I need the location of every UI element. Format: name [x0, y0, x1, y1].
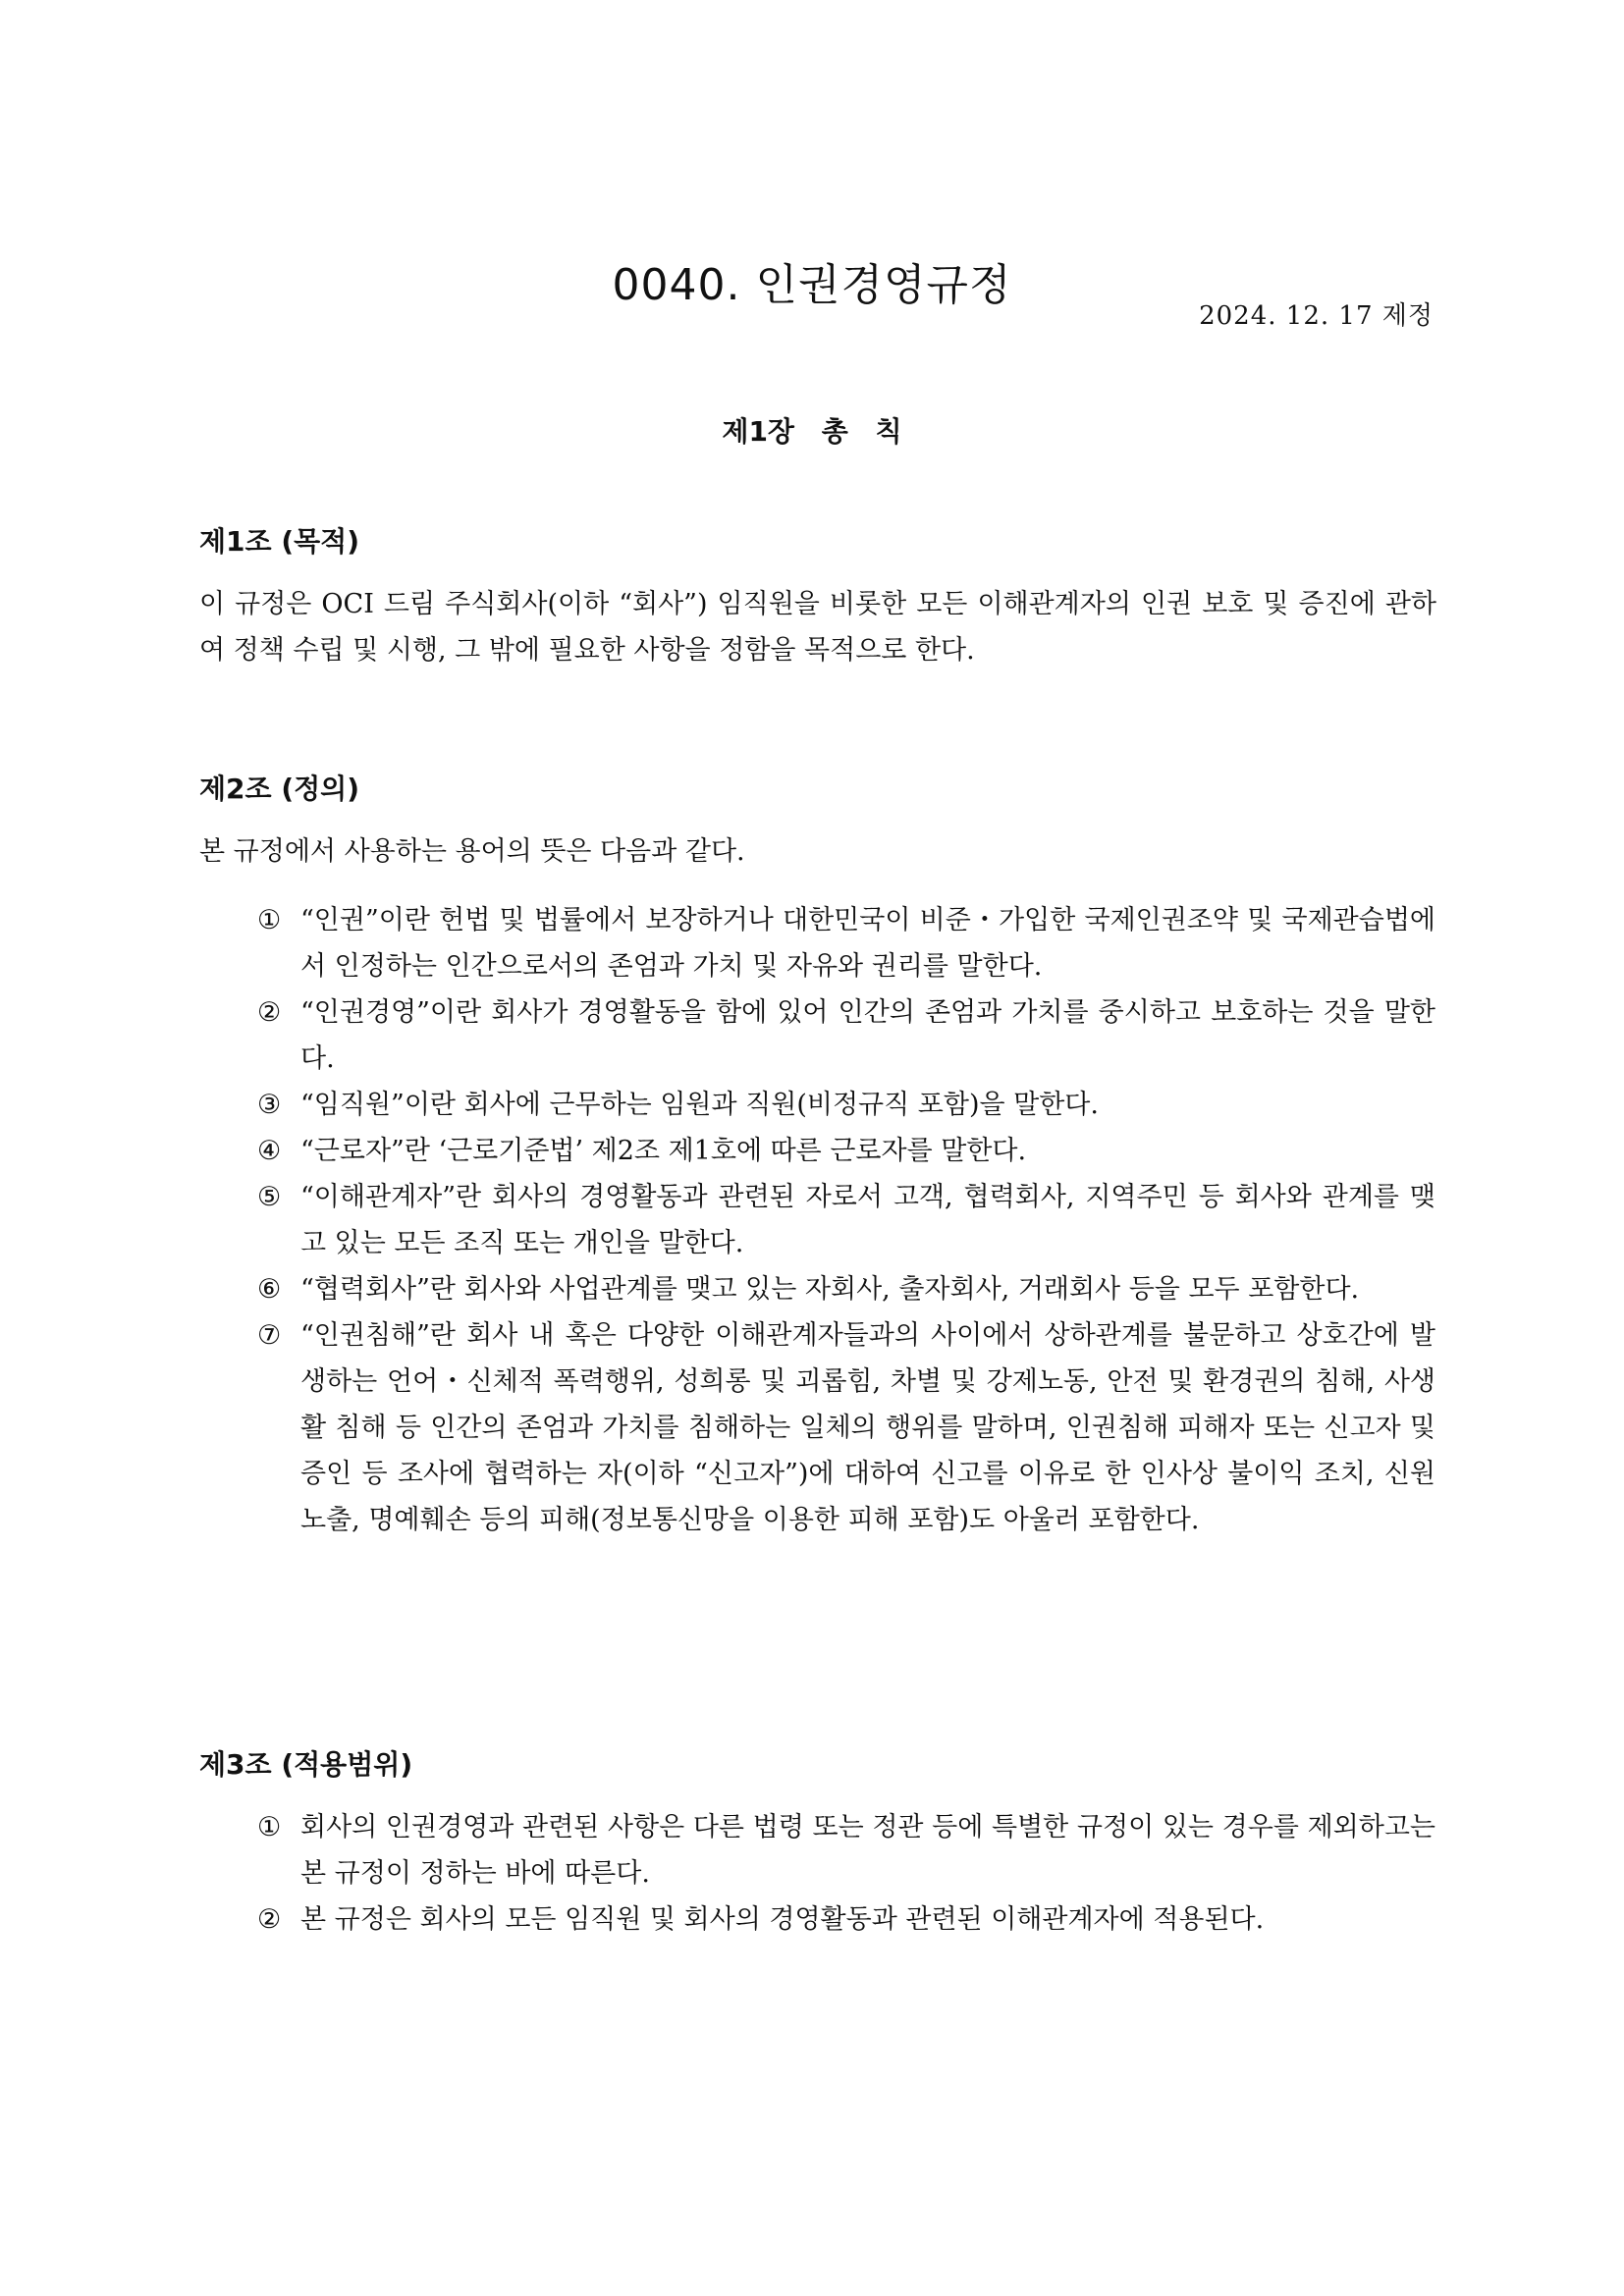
- article-2-clause-1: [257, 897, 1435, 989]
- article-1-heading: 제1조 (목적): [199, 525, 360, 558]
- clause-text: 본 규정은 회사의 모든 임직원 및 회사의 경영활동과 관련된 이해관계자에 적용된다.: [300, 1904, 1265, 1935]
- clause-number: ②: [257, 1904, 282, 1935]
- document-title: 0040. 인권경영규정: [612, 260, 1012, 311]
- article-2-clause-7: [257, 1312, 1435, 1543]
- article-3-heading: 제3조 (적용범위): [199, 1748, 413, 1781]
- clause-number: ④: [257, 1136, 282, 1166]
- article-2-clause-2: [257, 989, 1435, 1082]
- clause-number: ⑥: [257, 1274, 282, 1305]
- clause-text: “인권경영”이란 회사가 경영활동을 함에 있어 인간의 존엄과 가치를 중시하고 보호하는 것을 말한다.: [300, 997, 1435, 1074]
- article-2-intro: 본 규정에서 사용하는 용어의 뜻은 다음과 같다.: [199, 836, 745, 867]
- clause-number: ②: [257, 997, 282, 1028]
- clause-number: ⑦: [257, 1320, 282, 1351]
- clause-number: ①: [257, 1812, 282, 1842]
- article-2-heading: 제2조 (정의): [199, 773, 360, 805]
- clause-text: “인권침해”란 회사 내 혹은 다양한 이해관계자들과의 사이에서 상하관계를 불문하고 상호간에 발생하는 언어・신체적 폭력행위, 성희롱 및 괴롭힘, 차별 및 강제노동, 안전 및 환경권의 침해, 사생활 침해 등 인간의 존엄과 가치를 침해하는 일체의 행위를 말하며, 인권침해 피해자 또는 신고자 및 증인 등 조사에 협력하는 자(이하 “신고자”)에 대하여 신고를 이유로 한 인사상 불이익 조치, 신원노출, 명예훼손 등의 피해(정보통신망을 이용한 피해 포함)도 아울러 포함한다.: [300, 1320, 1435, 1535]
- clause-text: “임직원”이란 회사에 근무하는 임원과 직원(비정규직 포함)을 말한다.: [300, 1090, 1099, 1120]
- article-3-clause-2: [257, 1896, 1435, 1943]
- clause-number: ⑤: [257, 1182, 282, 1212]
- clause-text: “인권”이란 헌법 및 법률에서 보장하거나 대한민국이 비준・가입한 국제인권조약 및 국제관습법에서 인정하는 인간으로서의 존엄과 가치 및 자유와 권리를 말한다.: [300, 905, 1435, 982]
- chapter-heading: 제1장 총 칙: [722, 415, 902, 448]
- clause-text: “협력회사”란 회사와 사업관계를 맺고 있는 자회사, 출자회사, 거래회사 등을 모두 포함한다.: [300, 1274, 1360, 1305]
- article-2-clause-3: [257, 1082, 1435, 1128]
- article-2-clause-list: [257, 897, 1435, 1543]
- article-3-clause-list: [257, 1804, 1435, 1943]
- enactment-date: 2024. 12. 17 제정: [1199, 301, 1434, 331]
- clause-text: 회사의 인권경영과 관련된 사항은 다른 법령 또는 정관 등에 특별한 규정이 있는 경우를 제외하고는 본 규정이 정하는 바에 따른다.: [300, 1812, 1435, 1889]
- article-3-clause-1: [257, 1804, 1435, 1896]
- clause-text: “근로자”란 ‘근로기준법’ 제2조 제1호에 따른 근로자를 말한다.: [300, 1136, 1027, 1166]
- article-2-clause-6: [257, 1266, 1435, 1312]
- article-1-body: 이 규정은 OCI 드림 주식회사(이하 “회사”) 임직원을 비롯한 모든 이해관계자의 인권 보호 및 증진에 관하여 정책 수립 및 시행, 그 밖에 필요한 사항을 정함을 목적으로 한다.: [199, 589, 1436, 666]
- article-2-clause-4: [257, 1128, 1435, 1174]
- clause-number: ③: [257, 1090, 282, 1120]
- clause-number: ①: [257, 905, 282, 935]
- article-2-clause-5: [257, 1174, 1435, 1266]
- clause-text: “이해관계자”란 회사의 경영활동과 관련된 자로서 고객, 협력회사, 지역주민 등 회사와 관계를 맺고 있는 모든 조직 또는 개인을 말한다.: [300, 1182, 1435, 1258]
